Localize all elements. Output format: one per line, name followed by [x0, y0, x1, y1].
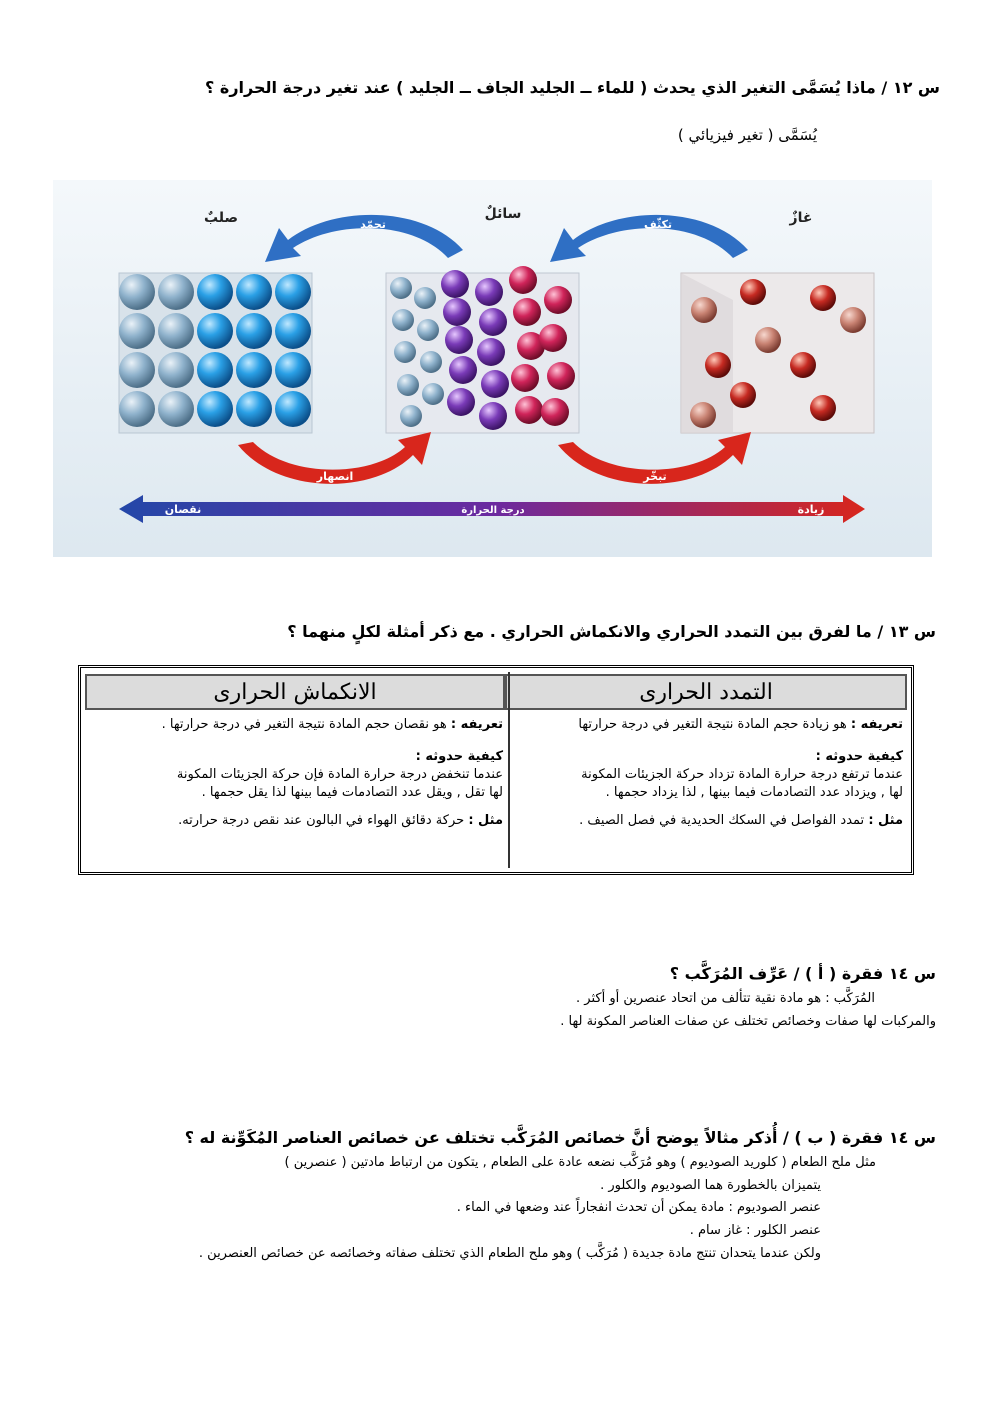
liquid-particle [441, 270, 469, 298]
scale-decrease-label: نقصان [164, 503, 202, 516]
contraction-how-line2: لها تقل , ويقل عدد التصادمات فيما بينها لذا يقل حجمها . [201, 785, 503, 800]
contraction-how-line1: عندما تنخفض درجة حرارة المادة فإن حركة الجزيئات المكونة [176, 767, 503, 782]
arrow-evaporate-label: تبخّر [643, 470, 667, 483]
label-solid: صلبٌ [203, 210, 239, 226]
contraction-how-label: كيفية حدوثه : [415, 749, 503, 764]
liquid-particle [394, 341, 416, 363]
solid-particle [236, 391, 272, 427]
liquid-particle [392, 309, 414, 331]
expansion-how-line1: عندما ترتفع درجة حرارة المادة تزداد حركة الجزيئات المكونة [581, 767, 903, 782]
solid-particle [275, 391, 311, 427]
q14b-line5: ولكن عندما يتحدان تنتج مادة جديدة ( مُرَكَّب ) وهو ملح الطعام الذي تختلف صفاته وخصائصه عن خصائص العنصرين . [198, 1246, 821, 1261]
liquid-particle [477, 338, 505, 366]
arrow-condense-label: تكثّف [643, 218, 673, 231]
solid-box [119, 273, 312, 433]
solid-particle [275, 274, 311, 310]
expansion-column [503, 716, 903, 868]
gas-particle [705, 352, 731, 378]
solid-particle [236, 352, 272, 388]
arrow-melt-label: انصهار [316, 470, 354, 483]
solid-particle [119, 352, 155, 388]
arrow-freeze-label: تجمّد [360, 218, 386, 231]
q14b-question: س ١٤ فقرة ( ب ) / أُذكر مثالاً يوضح أنَّ خصائص المُرَكَّب تختلف عن خصائص العناصر المُكَوِّنة له ؟ [184, 1128, 936, 1147]
solid-particle [236, 313, 272, 349]
q12-question: س ١٢ / ماذا يُسَمَّى التغير الذي يحدث ( للماء ــ الجليد الجاف ــ الجليد ) عند تغير درجة الحرارة ؟ [205, 78, 940, 97]
solid-particle [158, 274, 194, 310]
liquid-particle [541, 398, 569, 426]
scale-increase-label: زيادة [797, 503, 825, 516]
liquid-box [386, 266, 579, 433]
liquid-particle [479, 402, 507, 430]
header-contraction: الانكماش الحرارى [85, 674, 505, 710]
q14a-question: س ١٤ فقرة ( أ ) / عَرِّف المُرَكَّب ؟ [669, 964, 936, 983]
expansion-how-label: كيفية حدوثه : [815, 749, 903, 764]
q14b-line1: مثل ملح الطعام ( كلوريد الصوديوم ) وهو مُرَكَّب نضعه عادة على الطعام , يتكون من ارتباط مادتين ( عنصرين ) [284, 1155, 876, 1170]
gas-particle [810, 285, 836, 311]
liquid-particle [515, 396, 543, 424]
q14a-line1: المُرَكَّب : هو مادة نقية تتألف من اتحاد عنصرين أو أكثر . [576, 991, 875, 1006]
liquid-particle [397, 374, 419, 396]
liquid-particle [422, 383, 444, 405]
gas-particle [730, 382, 756, 408]
liquid-particle [447, 388, 475, 416]
q12-answer: يُسَمَّى ( تغير فيزيائي ) [677, 126, 817, 144]
gas-particle [691, 297, 717, 323]
liquid-particle [445, 326, 473, 354]
solid-particle [275, 313, 311, 349]
liquid-particle [400, 405, 422, 427]
gas-particle [690, 402, 716, 428]
solid-particle [197, 313, 233, 349]
liquid-particle [420, 351, 442, 373]
gas-particle [755, 327, 781, 353]
label-gas: غازٌ [789, 210, 813, 226]
liquid-particle [390, 277, 412, 299]
q14b-line3: عنصر الصوديوم : مادة يمكن أن تحدث انفجاراً عند وضعها في الماء . [456, 1200, 821, 1215]
q13-question: س ١٣ / ما لفرق بين التمدد الحراري والانكماش الحراري . مع ذكر أمثلة لكلٍ منهما ؟ [287, 622, 936, 641]
label-liquid: سائلٌ [484, 206, 522, 222]
expansion-definition: تعريفه : هو زيادة حجم المادة نتيجة التغير في درجة حرارتها [578, 717, 903, 732]
liquid-particle [414, 287, 436, 309]
contraction-example: مثل : حركة دقائق الهواء في البالون عند نقص درجة حرارته. [178, 813, 503, 828]
gas-particle [810, 395, 836, 421]
contraction-column [85, 716, 503, 868]
liquid-particle [481, 370, 509, 398]
solid-particle [197, 352, 233, 388]
liquid-particle [511, 364, 539, 392]
solid-particle [119, 391, 155, 427]
liquid-particle [513, 298, 541, 326]
states-of-matter-figure [53, 180, 932, 557]
liquid-particle [509, 266, 537, 294]
solid-particle [236, 274, 272, 310]
solid-particle [119, 274, 155, 310]
liquid-particle [417, 319, 439, 341]
scale-temperature-label: درجة الحرارة [461, 505, 525, 516]
solid-particle [119, 313, 155, 349]
solid-particle [197, 391, 233, 427]
liquid-particle [544, 286, 572, 314]
solid-particle [158, 391, 194, 427]
header-expansion: التمدد الحرارى [505, 674, 907, 710]
q14b-line4: عنصر الكلور : غاز سام . [689, 1223, 821, 1238]
gas-box [681, 273, 874, 433]
liquid-particle [479, 308, 507, 336]
gas-particle [840, 307, 866, 333]
gas-particle [740, 279, 766, 305]
q14b-line2: يتميزان بالخطورة هما الصوديوم والكلور . [600, 1178, 821, 1193]
solid-particle [158, 352, 194, 388]
expansion-example: مثل : تمدد الفواصل في السكك الحديدية في فصل الصيف . [579, 813, 903, 828]
solid-particle [158, 313, 194, 349]
expansion-how-line2: لها , ويزداد عدد التصادمات فيما بينها , لذا يزداد حجمها . [605, 785, 903, 800]
solid-particle [275, 352, 311, 388]
liquid-particle [547, 362, 575, 390]
solid-particle [197, 274, 233, 310]
liquid-particle [539, 324, 567, 352]
contraction-definition: تعريفه : هو نقصان حجم المادة نتيجة التغير في درجة حرارتها . [161, 717, 503, 732]
gas-particle [790, 352, 816, 378]
q14a-line2: والمركبات لها صفات وخصائص تختلف عن صفات العناصر المكونة لها . [560, 1014, 936, 1029]
liquid-particle [475, 278, 503, 306]
comparison-table [78, 665, 914, 875]
liquid-particle [449, 356, 477, 384]
liquid-particle [443, 298, 471, 326]
